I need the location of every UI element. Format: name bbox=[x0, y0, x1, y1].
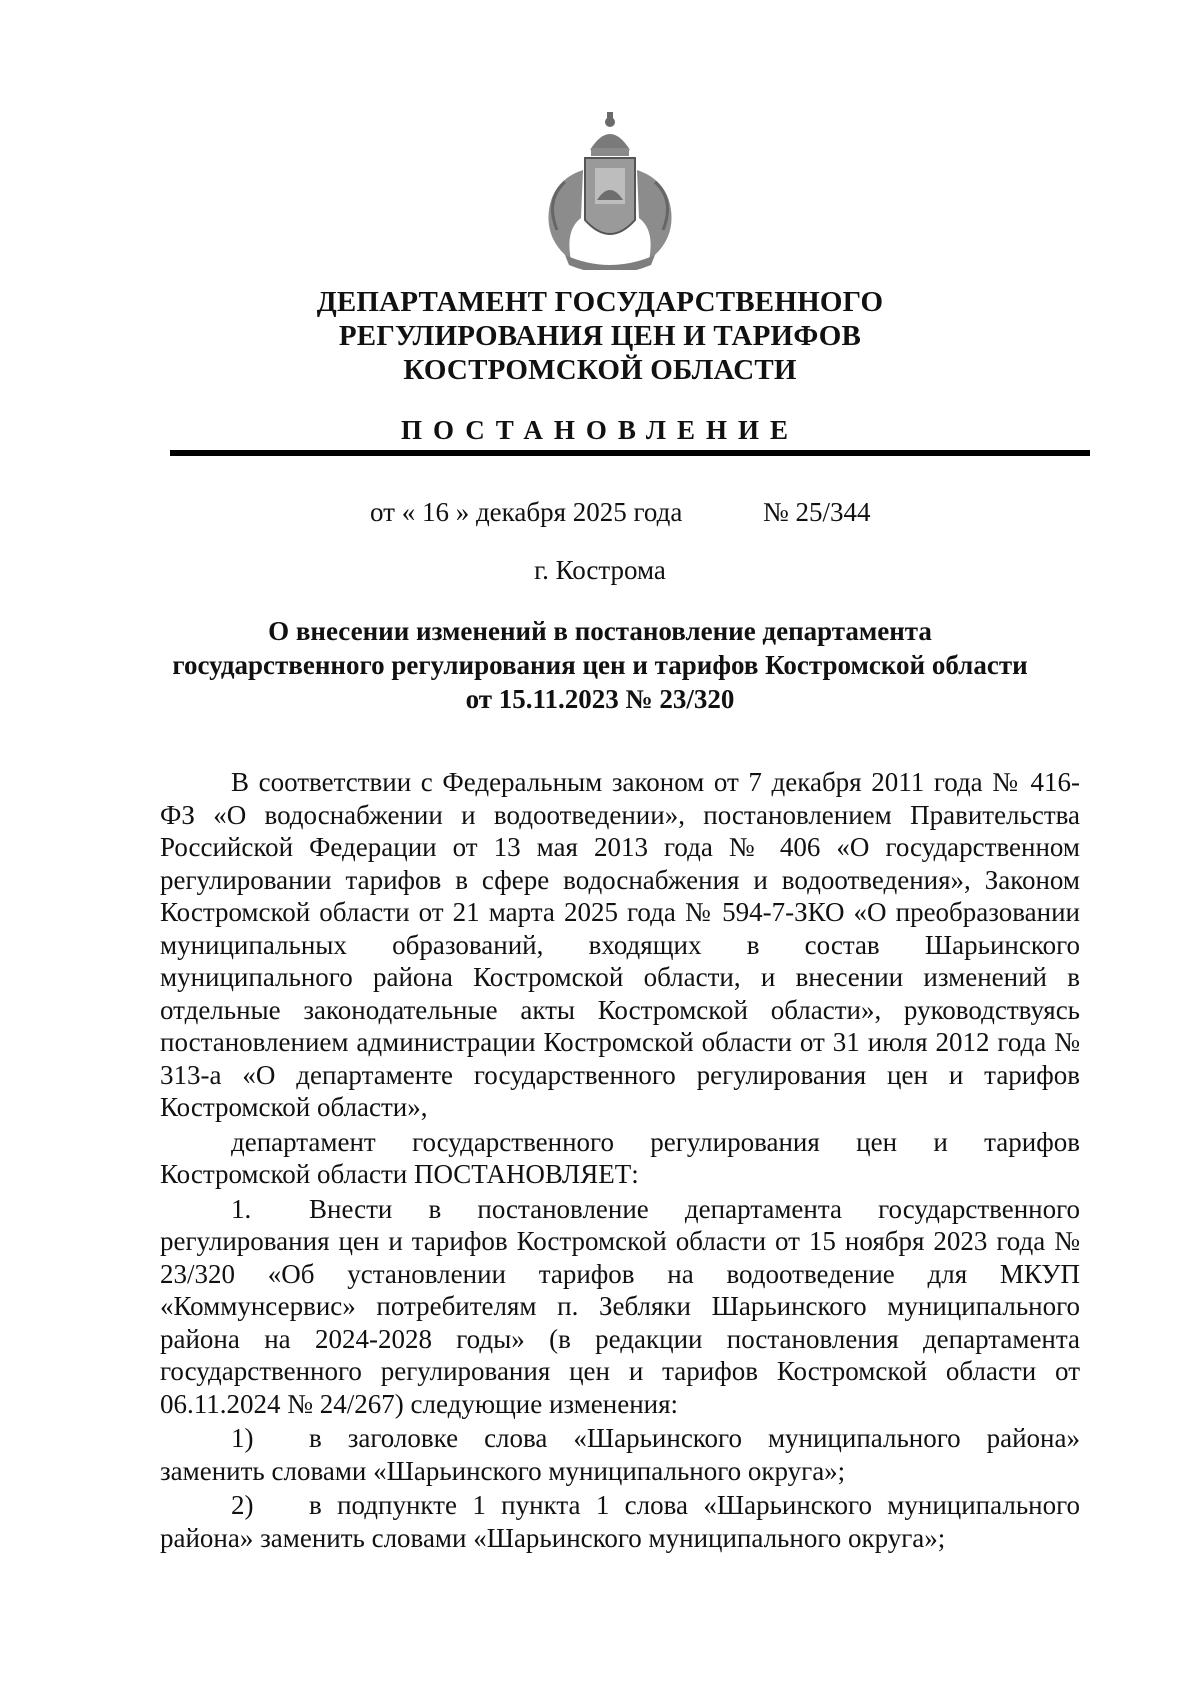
document-date: от « 16 » декабря 2025 года bbox=[370, 497, 683, 527]
preamble-paragraph: В соответствии с Федеральным законом от 7 декабря 2011 года № 416-ФЗ «О водоснабжении и водоотведении», постановлением Правительства Российской Федерации от 13 мая 2013 года № 406 «О государственном регулировании тарифов в сфере водоснабжения и водоотведения», Законом Костромской области от 21 марта 2025 года № 594-7-ЗКО «О преобразовании муниципальных образований, входящих в состав Шарьинского муниципального района Костромской области, и внесении изменений в отдельные законодательные акты Костромской области», руководствуясь постановлением администрации Костромской области от 31 июля 2012 года № 313-а «О департаменте государственного регулирования цен и тарифов Костромской области», bbox=[160, 767, 1080, 1122]
department-name-line-1: ДЕПАРТАМЕНТ ГОСУДАРСТВЕННОГО bbox=[316, 286, 884, 318]
document-title-line: от 15.11.2023 № 23/320 bbox=[465, 684, 735, 714]
subitem-text: в заголовке слова «Шарьинского муниципального района» заменить словами «Шарьинского муниципального округа»; bbox=[160, 1423, 1080, 1486]
document-type-heading: ПОСТАНОВЛЕНИЕ bbox=[400, 415, 800, 445]
item-number: 1. bbox=[231, 1193, 252, 1224]
document-title-line: государственного регулирования цен и тарифов Костромской области bbox=[172, 650, 1028, 680]
subitem-2-paragraph bbox=[160, 1489, 1080, 1554]
item-text: Внести в постановление департамента государственного регулирования цен и тарифов Костромской области от 15 ноября 2023 года № 23/320 «Об установлении тарифов на водоотведение для МКУП «Коммунсервис» потребителям п. Зебляки Шарьинского муниципального района на 2024-2028 годы» (в редакции постановления департамента государственного регулирования цен и тарифов Костромской области от 06.11.2024 № 24/267) следующие изменения: bbox=[160, 1193, 1080, 1419]
coat-of-arms-emblem bbox=[535, 110, 685, 270]
subitem-1-paragraph bbox=[160, 1422, 1080, 1487]
department-name-line-2: РЕГУЛИРОВАНИЯ ЦЕН И ТАРИФОВ bbox=[338, 320, 862, 352]
resolve-paragraph: департамент государственного регулирования цен и тарифов Костромской области ПОСТАНОВЛЯЕТ: bbox=[160, 1126, 1080, 1189]
header-divider bbox=[170, 450, 1090, 456]
department-name-line-3: КОСТРОМСКОЙ ОБЛАСТИ bbox=[403, 354, 797, 386]
document-number: № 25/344 bbox=[763, 497, 871, 527]
document-body bbox=[160, 766, 1080, 1556]
document-title-line: О внесении изменений в постановление департамента bbox=[268, 616, 932, 646]
subitem-number: 1) bbox=[231, 1423, 254, 1453]
item-1-paragraph bbox=[160, 1193, 1080, 1421]
subitem-number: 2) bbox=[231, 1490, 254, 1520]
document-title bbox=[150, 614, 1050, 716]
document-city: г. Кострома bbox=[534, 555, 666, 585]
subitem-text: в подпункте 1 пункта 1 слова «Шарьинского муниципального района» заменить словами «Шарьинского муниципального округа»; bbox=[160, 1490, 1080, 1553]
